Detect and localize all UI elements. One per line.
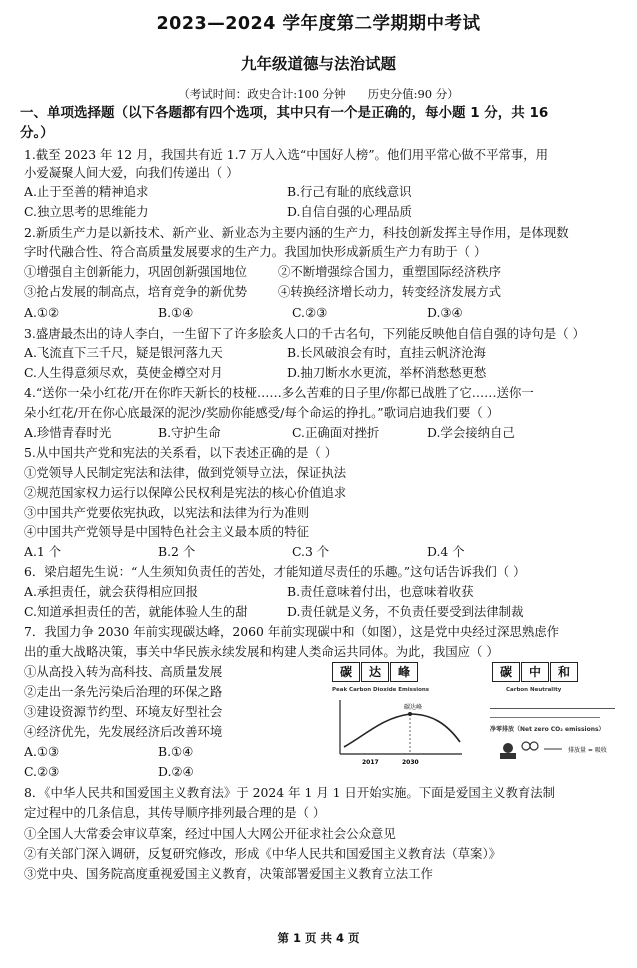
q4-option-a[interactable]: A.珍惜青春时光 <box>24 425 112 440</box>
text-line-placeholder <box>490 700 615 709</box>
q2-stem: 2.新质生产力是以新技术、新产业、新业态为主要内涵的生产力，科技创新发挥主导作用，是体现数 <box>24 225 569 240</box>
carbon-peak-panel <box>322 660 472 772</box>
q7-stem-cont: 出的重大战略决策，事关中华民族永续发展和构建人类命运共同体。为此，我国应（ ） <box>24 644 499 659</box>
q2-item-2: ②不断增强综合国力，重塑国际经济秩序 <box>278 264 502 279</box>
q7-option-b[interactable]: B.①④ <box>158 744 194 759</box>
section-heading: 一、单项选择题（以下各题都有四个选项，其中只有一个是正确的，每小题 1 分，共 16 <box>20 105 549 121</box>
carbon-peak-chart <box>322 692 472 772</box>
q2-item-3: ③抢占发展的制高点，培育竞争的新优势 <box>24 284 248 299</box>
q5-item-1: ①党领导人民制定宪法和法律，做到党领导立法，保证执法 <box>24 465 347 480</box>
title-char: 碳 <box>332 662 360 682</box>
q4-option-d[interactable]: D.学会接纳自己 <box>427 425 515 440</box>
q8-item-3: ③党中央、国务院高度重视爱国主义教育，决策部署爱国主义教育立法工作 <box>24 866 433 881</box>
q7-option-c[interactable]: C.②③ <box>24 764 60 779</box>
carbon-neutral-title <box>492 662 579 682</box>
q5-option-a[interactable]: A.1 个 <box>24 544 62 559</box>
q8-stem-cont: 定过程中的几条信息，其传导顺序排列最合理的是（ ） <box>24 805 326 820</box>
exam-subtitle: 九年级道德与法治试题 <box>240 55 396 73</box>
q4-option-b[interactable]: B.守护生命 <box>158 425 221 440</box>
q6-option-c[interactable]: C.知道承担责任的苦，就能体验人生的甜 <box>24 604 248 619</box>
formula-label: 排放量 = 吸收 <box>568 747 607 754</box>
q2-option-b[interactable]: B.①④ <box>158 305 194 320</box>
carbon-neutral-panel <box>482 660 622 772</box>
q2-option-d[interactable]: D.③④ <box>427 305 463 320</box>
q5-item-4: ④中国共产党领导是中国特色社会主义最本质的特征 <box>24 524 309 539</box>
carbon-peak-caption: Peak Carbon Dioxide Emissions <box>332 687 430 693</box>
q4-option-c[interactable]: C.正确面对挫折 <box>292 425 380 440</box>
q8-item-2: ②有关部门深入调研，反复研究修改，形成《中华人民共和国爱国主义教育法（草案）》 <box>24 846 502 861</box>
q1-option-b[interactable]: B.行己有耻的底线意识 <box>287 184 412 199</box>
page-footer: 第 1 页 共 4 页 <box>277 931 360 945</box>
q2-option-a[interactable]: A.①② <box>24 305 60 320</box>
q7-item-1: ①从高投入转为高科技、高质量发展 <box>24 664 223 679</box>
peak-label: 碳达峰 <box>404 704 423 711</box>
q5-item-3: ③中国共产党要依宪执政，以宪法和法律为行为准则 <box>24 505 309 520</box>
q6-option-b[interactable]: B.责任意味着付出，也意味着收获 <box>287 584 474 599</box>
q3-stem: 3.盛唐最杰出的诗人李白，一生留下了许多脍炙人口的千古名句，下列能反映他自信自强的诗句是（ ） <box>24 326 585 341</box>
exam-info: （考试时间：政史合计:100 分钟 历史分值:90 分） <box>178 87 459 101</box>
q8-stem: 8．《中华人民共和国爱国主义教育法》于 2024 年 1 月 1 日开始实施。下面是爱国主义教育法制 <box>24 785 556 800</box>
carbon-peak-title <box>332 662 419 682</box>
text-line-placeholder <box>490 711 600 718</box>
neutral-illustration <box>482 734 622 764</box>
exam-title: 2023—2024 学年度第二学期期中考试 <box>156 14 481 34</box>
q1-stem-cont: 小爱凝聚人间大爱，向我们传递出（ ） <box>24 165 239 180</box>
title-char: 碳 <box>492 662 520 682</box>
q6-option-a[interactable]: A.承担责任，就会获得相应回报 <box>24 584 198 599</box>
q6-stem: 6．梁启超先生说：“人生须知负责任的苦处，才能知道尽责任的乐趣。”这句话告诉我们（ ） <box>24 564 526 579</box>
q3-option-d[interactable]: D.抽刀断水水更流，举杯消愁愁更愁 <box>287 365 487 380</box>
q5-option-c[interactable]: C.3 个 <box>292 544 330 559</box>
carbon-figure <box>322 660 622 772</box>
q2-stem-cont: 字时代融合性、符合高质量发展要求的生产力。我国加快形成新质生产力有助于（ ） <box>24 244 487 259</box>
q7-option-d[interactable]: D.②④ <box>158 764 194 779</box>
q5-option-d[interactable]: D.4 个 <box>427 544 465 559</box>
q2-option-c[interactable]: C.②③ <box>292 305 328 320</box>
q4-stem-cont: 朵小红花/开在你心底最深的泥沙/奖励你能感受/每个命运的挣扎。”歌词启迪我们要（ ） <box>24 405 500 420</box>
q5-stem: 5.从中国共产党和宪法的关系看，以下表述正确的是（ ） <box>24 445 338 460</box>
q7-item-2: ②走出一条先污染后治理的环保之路 <box>24 684 223 699</box>
year-label: 2017 <box>362 759 379 766</box>
section-heading-cont: 分。） <box>20 125 54 141</box>
q2-item-4: ④转换经济增长动力，转变经济发展方式 <box>278 284 502 299</box>
q5-item-2: ②规范国家权力运行以保障公民权利是宪法的核心价值追求 <box>24 485 347 500</box>
q3-option-c[interactable]: C.人生得意须尽欢，莫使金樽空对月 <box>24 365 223 380</box>
q7-option-a[interactable]: A.①③ <box>24 744 60 759</box>
net-zero-text: 净零排放（Net zero CO₂ emissions） <box>490 726 605 733</box>
title-char: 中 <box>521 662 549 682</box>
q8-item-1: ①全国人大常委会审议草案，经过中国人大网公开征求社会公众意见 <box>24 826 396 841</box>
q3-option-b[interactable]: B.长风破浪会有时，直挂云帆济沧海 <box>287 345 486 360</box>
q2-item-1: ①增强自主创新能力，巩固创新强国地位 <box>24 264 248 279</box>
title-char: 峰 <box>390 662 418 682</box>
year-label: 2030 <box>402 759 419 766</box>
q5-option-b[interactable]: B.2 个 <box>158 544 196 559</box>
q1-option-d[interactable]: D.自信自强的心理品质 <box>287 204 412 219</box>
q7-stem: 7．我国力争 2030 年前实现碳达峰，2060 年前实现碳中和（如图），这是党中央经过深思熟虑作 <box>24 624 560 639</box>
q3-option-a[interactable]: A.飞流直下三千尺，疑是银河落九天 <box>24 345 223 360</box>
q7-item-3: ③建设资源节约型、环境友好型社会 <box>24 704 223 719</box>
q1-option-a[interactable]: A.止于至善的精神追求 <box>24 184 149 199</box>
q1-option-c[interactable]: C.独立思考的思维能力 <box>24 204 149 219</box>
q1-stem: 1.截至 2023 年 12 月，我国共有近 1.7 万人入选“中国好人榜”。他们用平常心做不平常事，用 <box>24 147 549 162</box>
carbon-neutral-caption: Carbon Neutrality <box>506 687 562 693</box>
title-char: 和 <box>550 662 578 682</box>
q6-option-d[interactable]: D.责任就是义务，不负责任要受到法律制裁 <box>287 604 524 619</box>
q4-stem: 4.“送你一朵小红花/开在你昨天新长的枝桠……多么苦难的日子里/你都已战胜了它……送你一 <box>24 385 534 400</box>
title-char: 达 <box>361 662 389 682</box>
q7-item-4: ④经济优先，先发展经济后改善环境 <box>24 724 223 739</box>
